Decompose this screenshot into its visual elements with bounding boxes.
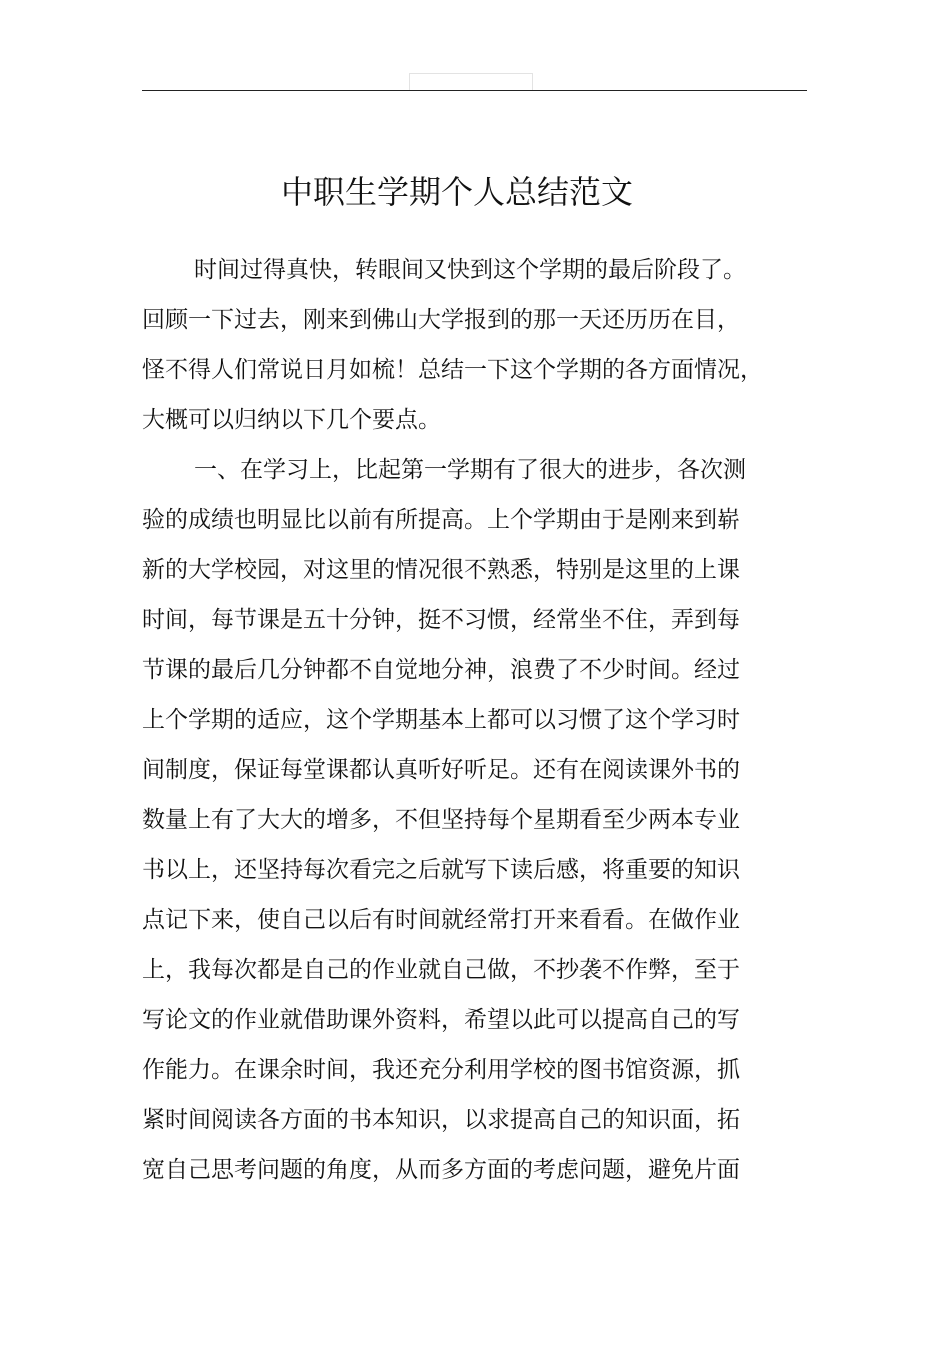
document-body xyxy=(142,245,763,1195)
document-title: 中职生学期个人总结范文 xyxy=(280,173,633,211)
paragraph-1-line-1: 时间过得真快，转眼间又快到这个学期的最后阶段了。 xyxy=(194,257,746,283)
paragraph-1-line-2: 回顾一下过去，刚来到佛山大学报到的那一天还历历在目， xyxy=(142,307,740,333)
paragraph-2-line-3: 新的大学校园，对这里的情况很不熟悉，特别是这里的上课 xyxy=(142,557,740,583)
header-rule xyxy=(142,90,807,91)
paragraph-2-line-14: 紧时间阅读各方面的书本知识，以求提高自己的知识面，拓 xyxy=(142,1107,740,1133)
paragraph-2-line-9: 书以上，还坚持每次看完之后就写下读后感，将重要的知识 xyxy=(142,857,740,883)
paragraph-2-line-10: 点记下来，使自己以后有时间就经常打开来看看。在做作业 xyxy=(142,907,740,933)
paragraph-2-line-11: 上，我每次都是自己的作业就自己做，不抄袭不作弊，至于 xyxy=(142,957,740,983)
paragraph-2-line-7: 间制度，保证每堂课都认真听好听足。还有在阅读课外书的 xyxy=(142,757,740,783)
paragraph-2-line-1: 一、在学习上，比起第一学期有了很大的进步，各次测 xyxy=(194,457,746,483)
header-tab xyxy=(409,73,533,90)
paragraph-2-line-12: 写论文的作业就借助课外资料，希望以此可以提高自己的写 xyxy=(142,1007,740,1033)
paragraph-1-line-4: 大概可以归纳以下几个要点。 xyxy=(142,407,441,433)
paragraph-2-line-5: 节课的最后几分钟都不自觉地分神，浪费了不少时间。经过 xyxy=(142,657,740,683)
paragraph-2-line-15: 宽自己思考问题的角度，从而多方面的考虑问题，避免片面 xyxy=(142,1157,740,1183)
paragraph-2-line-2: 验的成绩也明显比以前有所提高。上个学期由于是刚来到崭 xyxy=(142,507,740,533)
paragraph-2-line-8: 数量上有了大大的增多，不但坚持每个星期看至少两本专业 xyxy=(142,807,740,833)
paragraph-2-line-4: 时间，每节课是五十分钟，挺不习惯，经常坐不住，弄到每 xyxy=(142,607,740,633)
paragraph-1-line-3: 怪不得人们常说日月如梳！总结一下这个学期的各方面情况， xyxy=(142,357,763,383)
paragraph-2-line-6: 上个学期的适应，这个学期基本上都可以习惯了这个学习时 xyxy=(142,707,740,733)
paragraph-2-line-13: 作能力。在课余时间，我还充分利用学校的图书馆资源，抓 xyxy=(142,1057,740,1083)
